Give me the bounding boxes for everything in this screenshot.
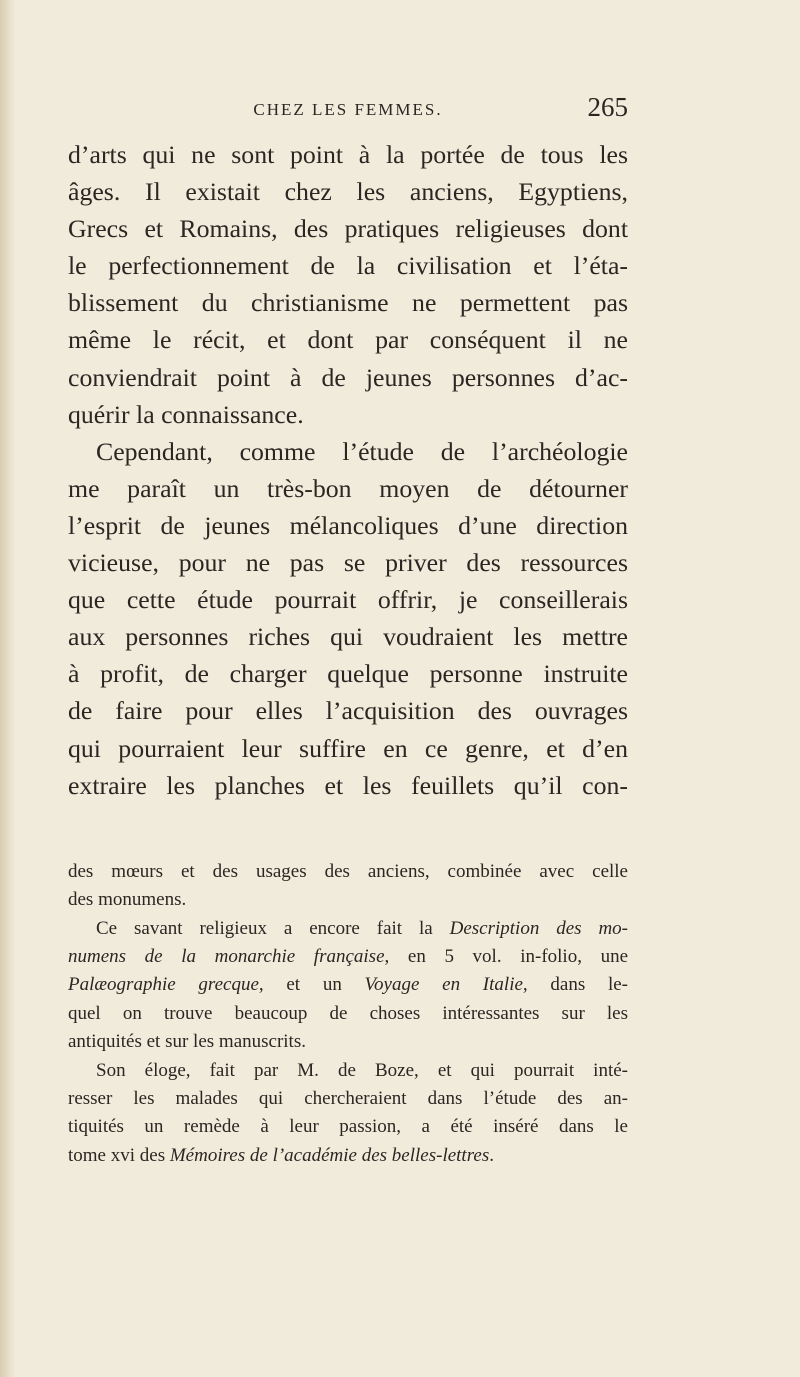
footnote-line: antiquités et sur les manuscrits. bbox=[68, 1031, 306, 1053]
text-line: me paraît un très-bon moyen de détourner bbox=[68, 473, 628, 503]
footnote-text: Ce savant religieux a encore fait la bbox=[96, 917, 450, 939]
book-page bbox=[68, 92, 628, 1170]
paragraph-1 bbox=[68, 136, 628, 433]
footnote-line bbox=[68, 915, 628, 943]
footnote-paragraph-2 bbox=[68, 915, 628, 1057]
page-number: 265 bbox=[587, 92, 628, 122]
footnote-line: resser les malades qui chercheraient dans l’étude des an- bbox=[68, 1087, 628, 1109]
text-line: à profit, de charger quelque personne instruite bbox=[68, 659, 628, 689]
text-line: blissement du christianisme ne permettent pas bbox=[68, 288, 628, 318]
text-line: d’arts qui ne sont point à la portée de tous les bbox=[68, 140, 628, 169]
footnote-text: , et un bbox=[258, 974, 365, 996]
text-line: Cependant, comme l’étude de l’archéologie bbox=[96, 436, 628, 466]
text-line: aux personnes riches qui voudraient les mettre bbox=[68, 622, 628, 652]
footnote-line: quel on trouve beaucoup de choses intéressantes sur les bbox=[68, 1002, 628, 1024]
footnote-line: des mœurs et des usages des anciens, combinée avec celle bbox=[68, 860, 628, 882]
text-line: qui pourraient leur suffire en ce genre, et d’en bbox=[68, 733, 628, 763]
footnote-text: , en 5 vol. in-folio, une bbox=[384, 945, 629, 967]
footnote-title: Mémoires de l’académie des belles-lettres bbox=[169, 1144, 490, 1166]
footnote bbox=[68, 858, 628, 1170]
paragraph-2 bbox=[68, 433, 628, 804]
footnote-title: Palæographie grecque bbox=[68, 974, 259, 996]
text-line: conviendrait point à de jeunes personnes d’ac- bbox=[68, 362, 628, 392]
main-text bbox=[68, 136, 628, 804]
footnote-title: Description des mo- bbox=[449, 917, 629, 939]
running-head bbox=[68, 92, 628, 132]
footnote-text: . bbox=[489, 1144, 494, 1166]
footnote-paragraph-3 bbox=[68, 1057, 628, 1171]
footnote-line bbox=[68, 1142, 628, 1170]
text-line: quérir la connaissance. bbox=[68, 399, 304, 429]
text-line: Grecs et Romains, des pratiques religieuses dont bbox=[68, 214, 628, 244]
footnote-text: , dans le- bbox=[522, 974, 628, 996]
footnote-line: Son éloge, fait par M. de Boze, et qui pourrait inté- bbox=[96, 1059, 628, 1081]
footnote-line bbox=[68, 971, 628, 999]
text-line: vicieuse, pour ne pas se priver des ressources bbox=[68, 548, 628, 578]
footnote-text: tome xvi des bbox=[68, 1144, 170, 1166]
text-line: âges. Il existait chez les anciens, Egyptiens, bbox=[68, 177, 628, 207]
text-line: le perfectionnement de la civilisation et l’éta- bbox=[68, 251, 628, 281]
footnote-line: tiquités un remède à leur passion, a été inséré dans le bbox=[68, 1116, 628, 1138]
footnote-title: numens de la monarchie française bbox=[68, 945, 385, 967]
footnote-line: des monumens. bbox=[68, 889, 187, 911]
text-line: même le récit, et dont par conséquent il ne bbox=[68, 325, 628, 355]
footnote-paragraph-1 bbox=[68, 858, 628, 915]
footnote-line bbox=[68, 943, 628, 971]
text-line: l’esprit de jeunes mélancoliques d’une direction bbox=[68, 510, 628, 540]
footnote-title: Voyage en Italie bbox=[364, 974, 523, 996]
text-line: de faire pour elles l’acquisition des ouvrages bbox=[68, 696, 628, 726]
text-line: que cette étude pourrait offrir, je conseillerais bbox=[68, 585, 628, 615]
text-line: extraire les planches et les feuillets qu’il con- bbox=[68, 770, 628, 800]
page-binding-edge bbox=[0, 0, 16, 1377]
running-title: CHEZ LES FEMMES. bbox=[253, 100, 443, 119]
